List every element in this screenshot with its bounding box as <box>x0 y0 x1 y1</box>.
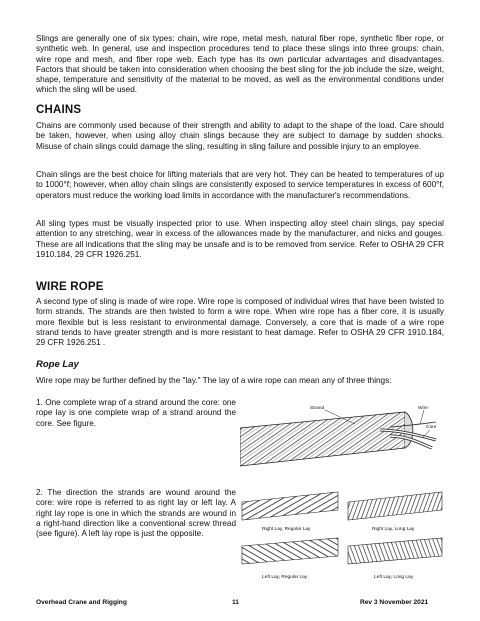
wire-rope-paragraph: A second type of sling is made of wire rope. Wire rope is composed of individual wires that have been twisted to form strands. The strands are then twisted to form a wire rope. When wire rope has a fiber core, it is usually more flexible but is less resistant to environmental damage. Conversely, a core that is made of a wire rope strand tends to have greater strength and is more resistant to heat damage. Refer to OSHA 29 CFR 1910.184, 29 CFR 1926.251 . <box>36 297 444 348</box>
intro-paragraph: Slings are generally one of six types: chain, wire rope, metal mesh, natural fiber rope, synthetic fiber rope, or synthetic web. In general, use and inspection procedures tend to place these slings into three groups: chain, wire rope and mesh, and fiber rope web. Each type has its own particular advantages and disadvantages. Factors that should be taken into consideration when choosing the best sling for the job include the size, weight, shape, temperature and sensitivity of the material to be moved, as well as the environmental conditions under which the sling will be used. <box>36 34 444 95</box>
right-regular-lay-rope <box>242 492 338 520</box>
wire-rope-construction-figure <box>240 400 445 480</box>
wire-label: Wire <box>418 406 428 411</box>
wire-rope-heading: WIRE ROPE <box>36 281 104 293</box>
right-long-lay-label: Right Lay, Long Lay <box>372 527 415 532</box>
left-long-lay-label: Left Lay, Long Lay <box>374 575 414 580</box>
left-regular-lay-label: Left Lay, Regular Lay <box>262 575 308 580</box>
footer-page-number: 11 <box>232 599 239 606</box>
rope-lay-item-1: 1. One complete wrap of a strand around the core: one rope lay is one complete wrap of a strand around the core. See figure. <box>36 398 236 428</box>
strand-label: Strand <box>310 406 325 411</box>
right-regular-lay-label: Right Lay, Regular Lay <box>262 527 311 532</box>
rope-lay-intro: Wire rope may be further defined by the "lay." The lay of a wire rope can mean any of three things: <box>36 376 392 385</box>
rope-lay-heading: Rope Lay <box>36 359 79 370</box>
right-long-lay-rope <box>348 492 442 520</box>
rope-lay-types-figure <box>240 488 445 586</box>
chains-paragraph-1: Chains are commonly used because of their strength and ability to adapt to the shape of the load. Care should be taken, however, when using alloy chain slings because they are subject to damage by sudden shocks. Misuse of chain slings could damage the sling, resulting in sling failure and possible injury to an employee. <box>36 121 444 151</box>
core-label: Core <box>426 425 437 430</box>
left-long-lay-rope <box>348 538 442 564</box>
chains-heading: CHAINS <box>36 104 82 116</box>
left-regular-lay-rope <box>242 538 338 564</box>
footer-revision: Rev 3 November 2021 <box>360 599 429 606</box>
rope-lay-item-2: 2. The direction the strands are wound around the core: wire rope is referred to as right lay or left lay. A right lay rope is one in which the strands are wound in a right-hand direction like a conventional screw thread (see figure). A left lay rope is just the opposite. <box>36 488 236 539</box>
footer-document-title: Overhead Crane and Rigging <box>36 599 127 606</box>
chains-paragraph-2: Chain slings are the best choice for lifting materials that are very hot. They can be heated to temperatures of up to 1000°f; however, when alloy chain slings are consistently exposed to service temperatures in excess of 600°f, operators must reduce the working load limits in accordance with the manufacturer's recommendations. <box>36 170 444 200</box>
chains-paragraph-3: All sling types must be visually inspected prior to use. When inspecting alloy steel chain slings, pay special attention to any stretching, wear in excess of the allowances made by the manufacturer, and nicks and gouges. These are all indications that the sling may be unsafe and is to be removed from service. Refer to OSHA 29 CFR 1910.184, 29 CFR 1926.251. <box>36 219 444 259</box>
rope-body <box>240 412 413 466</box>
